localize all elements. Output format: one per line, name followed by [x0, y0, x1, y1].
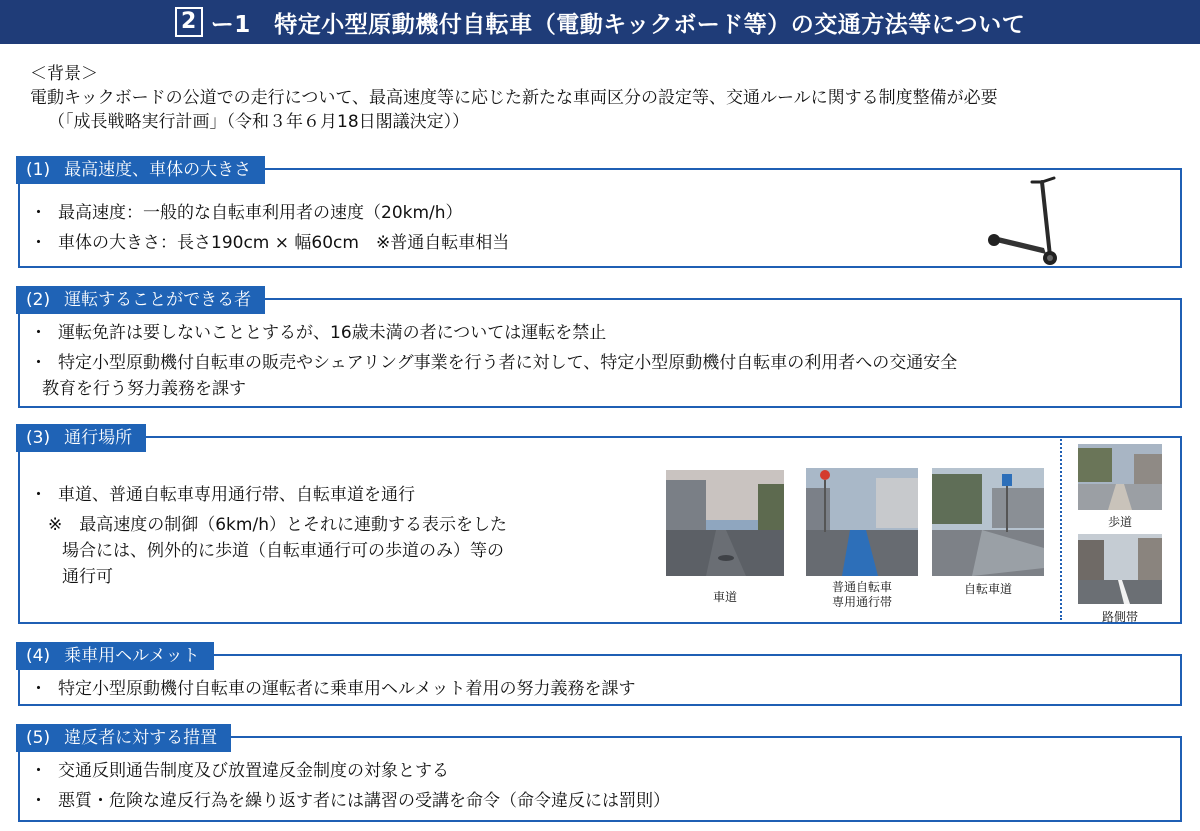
bike-lane-photo — [806, 468, 918, 576]
bullet-mark: ・ — [30, 233, 47, 253]
section-2-bullet-1 — [30, 321, 606, 345]
section-3-number: (3) — [26, 428, 51, 448]
background-heading: ＜背景＞ — [30, 64, 98, 84]
bullet-text: 車体の大きさ：長さ190cm × 幅60cm ※普通自転車相当 — [58, 233, 510, 253]
sidewalk-photo — [1078, 444, 1162, 510]
bike-path-photo — [932, 468, 1044, 576]
bullet-text: 車道、普通自転車専用通行帯、自転車道を通行 — [58, 485, 415, 505]
section-2-title: 運転することができる者 — [64, 290, 252, 310]
caption-sidewalk: 歩道 — [1107, 515, 1132, 529]
bullet-text: 悪質・危険な違反行為を繰り返す者には講習の受講を命令（命令違反には罰則） — [58, 791, 670, 811]
section-2-tab — [16, 286, 265, 314]
section-2-bullet-2 — [30, 351, 957, 375]
caption-bike-path: 自転車道 — [963, 582, 1012, 596]
bullet-mark: ・ — [30, 761, 47, 781]
bullet-text: 特定小型原動機付自転車の運転者に乗車用ヘルメット着用の努力義務を課す — [58, 679, 636, 699]
bullet-text: 教育を行う努力義務を課す — [42, 379, 246, 399]
section-1-bullet-2 — [30, 231, 509, 255]
section-4-tab — [16, 642, 214, 670]
page-title-bar — [0, 0, 1200, 44]
bullet-text: 特定小型原動機付自転車の販売やシェアリング事業を行う者に対して、特定小型原動機付自転車の利用者への交通安全 — [58, 353, 958, 373]
background-text: 電動キックボードの公道での走行について、最高速度等に応じた新たな車両区分の設定等、交通ルールに関する制度整備が必要 — [30, 88, 998, 108]
background-source: （「成長戦略実行計画」（令和３年６月18日閣議決定）） — [48, 112, 470, 132]
section-3-note-line-1: ※ 最高速度の制御（6km/h）とそれに連動する表示をした — [48, 515, 507, 535]
bullet-mark: ・ — [30, 323, 47, 343]
bullet-text: 交通反則通告制度及び放置違反金制度の対象とする — [58, 761, 449, 781]
bullet-mark: ・ — [30, 485, 47, 505]
section-number-badge: 2 — [175, 7, 203, 37]
section-3-tab — [16, 424, 146, 452]
kick-scooter-image — [986, 176, 1062, 268]
section-5-tab — [16, 724, 231, 752]
section-4-bullet-1 — [30, 677, 636, 701]
caption-bike-lane-line-2: 専用通行帯 — [831, 595, 892, 609]
section-5-title: 違反者に対する措置 — [64, 728, 218, 748]
section-1-bullet-1 — [30, 201, 463, 225]
section-3-title: 通行場所 — [64, 428, 133, 448]
page-title: ー1 特定小型原動機付自転車（電動キックボード等）の交通方法等について — [210, 11, 1026, 38]
section-3-note-line-2: 場合には、例外的に歩道（自転車通行可の歩道のみ）等の — [62, 541, 504, 561]
section-1-title: 最高速度、車体の大きさ — [64, 160, 252, 180]
section-2-bullet-2-continued — [30, 377, 246, 401]
section-4-title: 乗車用ヘルメット — [64, 646, 200, 666]
bullet-mark: ・ — [30, 679, 47, 699]
bullet-mark: ・ — [30, 791, 47, 811]
section-3-note-line-3: 通行可 — [62, 567, 113, 587]
bullet-mark: ・ — [30, 353, 47, 373]
roadway-photo — [666, 470, 784, 576]
caption-bike-lane-line-1: 普通自転車 — [831, 580, 892, 594]
caption-bike-lane — [802, 580, 922, 610]
section-2-number: (2) — [26, 290, 51, 310]
caption-roadway: 車道 — [712, 590, 737, 604]
background-block — [30, 62, 998, 134]
section-4-number: (4) — [26, 646, 51, 666]
section-5-bullet-1 — [30, 759, 449, 783]
roadside-strip-photo — [1078, 534, 1162, 604]
caption-roadside-strip: 路側帯 — [1101, 610, 1138, 624]
section-1-tab — [16, 156, 265, 184]
section-5-number: (5) — [26, 728, 51, 748]
section-5-bullet-2 — [30, 789, 670, 813]
bullet-text: 運転免許は要しないこととするが、16歳未満の者については運転を禁止 — [58, 323, 607, 343]
section-3-bullet-1 — [30, 483, 415, 507]
bullet-text: 最高速度：一般的な自転車利用者の速度（20km/h） — [58, 203, 463, 223]
section-1-number: (1) — [26, 160, 51, 180]
bullet-mark: ・ — [30, 203, 47, 223]
